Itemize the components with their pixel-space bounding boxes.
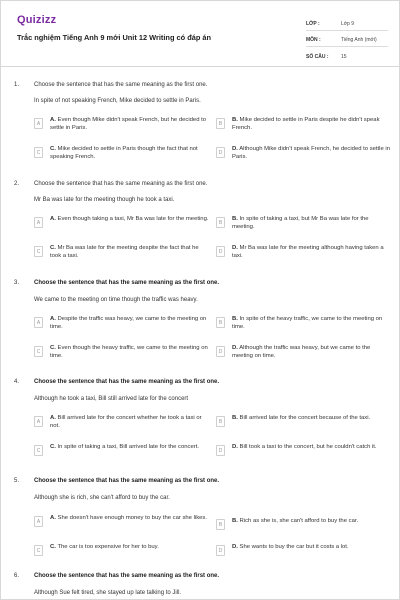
option-c[interactable] bbox=[34, 146, 209, 161]
worksheet-meta bbox=[306, 15, 388, 63]
option-letter-box: A bbox=[34, 217, 43, 228]
option-a[interactable] bbox=[34, 415, 209, 430]
option-letter-box: D bbox=[216, 545, 225, 556]
option-b[interactable] bbox=[216, 518, 391, 530]
option-letter-box: A bbox=[34, 317, 43, 328]
option-text: A. Even though Mike didn't speak French, but he decided to settle in Paris. bbox=[50, 117, 207, 131]
option-letter-box: C bbox=[34, 147, 43, 158]
meta-label: SỐ CÂU : bbox=[306, 54, 329, 60]
question-number: 2. bbox=[14, 181, 20, 187]
option-text: C. The car is too expensive for her to buy. bbox=[50, 544, 159, 550]
option-letter-box: D bbox=[216, 147, 225, 158]
question-number: 1. bbox=[14, 82, 20, 88]
option-d[interactable] bbox=[216, 544, 391, 556]
option-d[interactable] bbox=[216, 146, 391, 161]
option-letter-box: B bbox=[216, 519, 225, 530]
option-letter-box: C bbox=[34, 246, 43, 257]
meta-value: 15 bbox=[341, 54, 347, 60]
option-text: B. Mike decided to settle in Paris despite he didn't speak French. bbox=[232, 117, 380, 131]
option-letter-box: A bbox=[34, 416, 43, 427]
option-text: A. Even though taking a taxi, Mr Ba was late for the meeting. bbox=[50, 216, 209, 222]
option-c[interactable] bbox=[34, 544, 209, 556]
option-text: A. She doesn't have enough money to buy the car she likes. bbox=[50, 515, 208, 521]
meta-row-grade bbox=[306, 15, 388, 31]
meta-label: MÔN : bbox=[306, 37, 321, 43]
question-prompt: Choose the sentence that has the same meaning as the first one. bbox=[34, 379, 220, 385]
option-text: C. Even though the heavy traffic, we came to the meeting on time. bbox=[50, 345, 208, 359]
question-number: 3. bbox=[14, 280, 20, 286]
option-text: B. In spite of the heavy traffic, we came to the meeting on time. bbox=[232, 316, 383, 330]
question-number: 5. bbox=[14, 478, 20, 484]
option-letter-box: C bbox=[34, 445, 43, 456]
question-prompt: Choose the sentence that has the same meaning as the first one. bbox=[34, 181, 208, 187]
option-a[interactable] bbox=[34, 216, 209, 228]
option-text: A. Despite the traffic was heavy, we came to the meeting on time. bbox=[50, 316, 207, 330]
question-number: 4. bbox=[14, 379, 20, 385]
question-stem: Although she is rich, she can't afford to buy the car. bbox=[34, 495, 170, 501]
option-text: D. Although the traffic was heavy, but we came to the meeting on time. bbox=[232, 345, 371, 359]
option-letter-box: B bbox=[216, 416, 225, 427]
option-a[interactable] bbox=[34, 316, 209, 331]
option-d[interactable] bbox=[216, 444, 391, 456]
option-a[interactable] bbox=[34, 117, 209, 132]
option-letter-box: B bbox=[216, 118, 225, 129]
option-text: A. Bill arrived late for the concert whether he took a taxi or not. bbox=[50, 415, 202, 429]
option-letter-box: A bbox=[34, 516, 43, 527]
option-letter-box: C bbox=[34, 346, 43, 357]
quizizz-logo: Quizizz bbox=[17, 14, 57, 26]
option-d[interactable] bbox=[216, 345, 391, 360]
option-text: B. Bill arrived late for the concert because of the taxi. bbox=[232, 415, 371, 421]
option-text: C. In spite of taking a taxi, Bill arrived late for the concert. bbox=[50, 444, 199, 450]
question-stem: We came to the meeting on time though the traffic was heavy. bbox=[34, 297, 198, 303]
option-text: D. Mr Ba was late for the meeting although having taken a taxi. bbox=[232, 245, 384, 259]
option-c[interactable] bbox=[34, 345, 209, 360]
option-text: B. In spite of taking a taxi, but Mr Ba was late for the meeting. bbox=[232, 216, 369, 230]
option-letter-box: D bbox=[216, 346, 225, 357]
question-stem: Although Sue felt tired, she stayed up late talking to Jill. bbox=[34, 590, 182, 596]
meta-label: LỚP : bbox=[306, 21, 320, 27]
option-d[interactable] bbox=[216, 245, 391, 260]
meta-row-subject bbox=[306, 31, 388, 47]
worksheet-title: Trắc nghiệm Tiếng Anh 9 mới Unit 12 Writing có đáp án bbox=[17, 33, 212, 42]
question-stem: In spite of not speaking French, Mike decided to settle in Paris. bbox=[34, 98, 201, 104]
question-stem: Although he took a taxi, Bill still arrived late for the concert bbox=[34, 396, 189, 402]
option-letter-box: B bbox=[216, 317, 225, 328]
option-text: D. Bill took a taxi to the concert, but he couldn't catch it. bbox=[232, 444, 377, 450]
option-letter-box: C bbox=[34, 545, 43, 556]
option-a[interactable] bbox=[34, 515, 209, 527]
question-prompt: Choose the sentence that has the same meaning as the first one. bbox=[34, 280, 220, 286]
option-text: D. She wants to buy the car but it costs a lot. bbox=[232, 544, 349, 550]
meta-value: Tiếng Anh (mới) bbox=[341, 37, 377, 43]
question-stem: Mr Ba was late for the meeting though he took a taxi. bbox=[34, 197, 175, 203]
option-b[interactable] bbox=[216, 117, 391, 132]
question-prompt: Choose the sentence that has the same meaning as the first one. bbox=[34, 573, 220, 579]
worksheet-header bbox=[1, 1, 399, 67]
option-text: B. Rich as she is, she can't afford to buy the car. bbox=[232, 518, 359, 524]
meta-value: Lớp 9 bbox=[341, 21, 355, 27]
question-prompt: Choose the sentence that has the same meaning as the first one. bbox=[34, 478, 220, 484]
option-b[interactable] bbox=[216, 316, 391, 331]
option-text: C. Mr Ba was late for the meeting despite the fact that he took a taxi. bbox=[50, 245, 199, 259]
option-letter-box: B bbox=[216, 217, 225, 228]
question-number: 6. bbox=[14, 573, 20, 579]
option-letter-box: A bbox=[34, 118, 43, 129]
option-letter-box: D bbox=[216, 246, 225, 257]
option-c[interactable] bbox=[34, 245, 209, 260]
option-letter-box: D bbox=[216, 445, 225, 456]
option-b[interactable] bbox=[216, 216, 391, 231]
question-prompt: Choose the sentence that has the same meaning as the first one. bbox=[34, 82, 208, 88]
option-text: C. Mike decided to settle in Paris though the fact that not speaking French. bbox=[50, 146, 198, 160]
option-text: D. Although Mike didn't speak French, he decided to settle in Paris. bbox=[232, 146, 390, 160]
option-b[interactable] bbox=[216, 415, 391, 427]
meta-row-count bbox=[306, 47, 388, 63]
option-c[interactable] bbox=[34, 444, 209, 456]
